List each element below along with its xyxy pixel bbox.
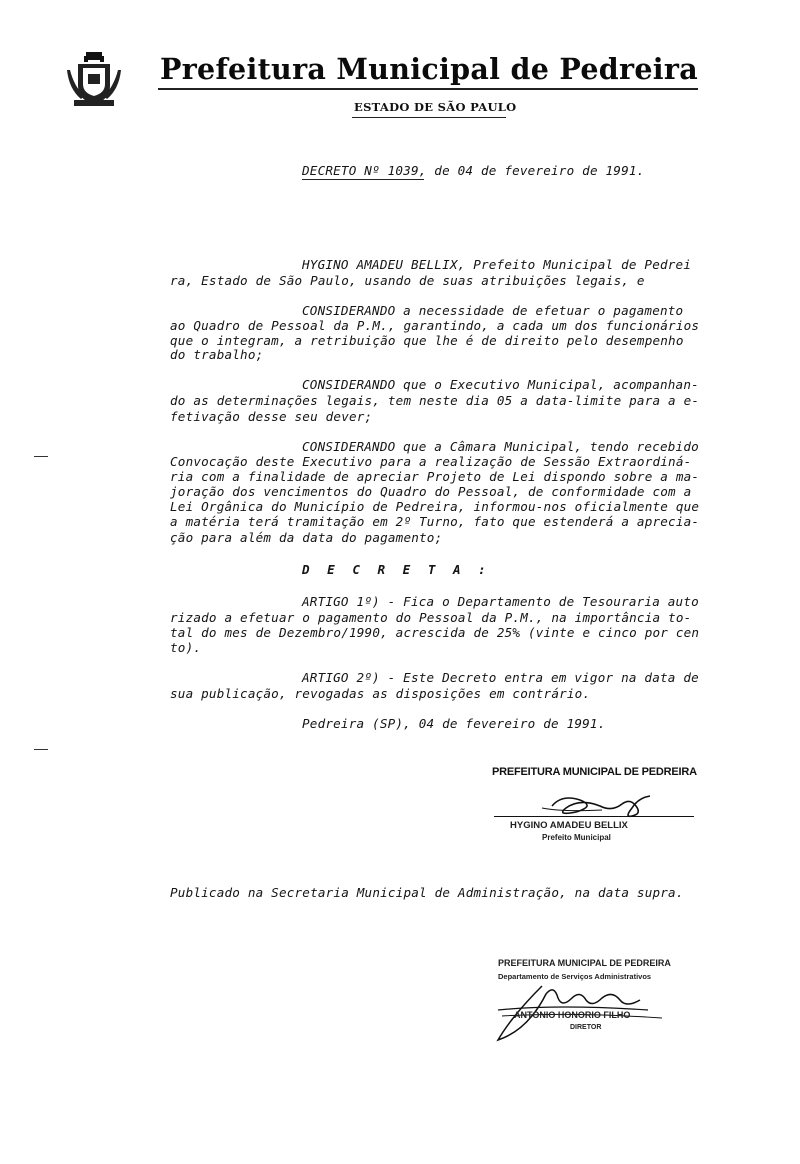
body-line: CONSIDERANDO a necessidade de efetuar o pagamento [302,303,684,318]
mayor-signature-block [492,766,702,842]
mayor-signature-line [494,816,694,817]
article-1-line: ARTIGO 1º) - Fica o Departamento de Tesouraria auto [302,594,699,609]
mayor-stamp-title: PREFEITURA MUNICIPAL DE PEDREIRA [492,766,697,778]
publication-note: Publicado na Secretaria Municipal de Administração, na data supra. [170,885,684,900]
mayor-role: Prefeito Municipal [542,833,611,842]
body-line: CONSIDERANDO que o Executivo Municipal, acompanhan- [302,377,699,392]
place-date-line: Pedreira (SP), 04 de fevereiro de 1991. [302,716,606,731]
director-name: ANTONIO HONORIO FILHO [514,1010,631,1020]
body-line: joração dos vencimentos do Quadro do Pessoal, de conformidade com a [170,484,692,499]
director-role: DIRETOR [570,1024,602,1031]
body-line: HYGINO AMADEU BELLIX, Prefeito Municipal de Pedrei [302,257,692,272]
body-line: tal do mes de Dezembro/1990, acrescida de 25% (vinte e cinco por cen [170,625,700,640]
body-line: ra, Estado de São Paulo, usando de suas atribuições legais, e [170,273,645,288]
body-line: ao Quadro de Pessoal da P.M., garantindo, a cada um dos funcionários [170,318,700,333]
decree-number-underline [302,179,424,180]
margin-mark [34,749,48,750]
mayor-name: HYGINO AMADEU BELLIX [510,820,628,831]
body-line: ria com a finalidade de apreciar Projeto de Lei dispondo sobre a ma- [170,469,700,484]
article-2-line: ARTIGO 2º) - Este Decreto entra em vigor na data de [302,670,699,685]
decree-number: DECRETO Nº 1039 [302,163,419,178]
body-line: Lei Orgânica do Município de Pedreira, informou-nos oficialmente que [170,499,700,514]
margin-mark [34,456,48,457]
body-line: ção para além da data do pagamento; [170,530,443,545]
body-line: Convocação deste Executivo para a realização de Sessão Extraordiná- [170,454,692,469]
body-line: fetivação desse seu dever; [170,409,373,424]
body-line: que o integram, a retribuição que lhe é de direito pelo desempenho [170,333,684,348]
decree-date: , de 04 de fevereiro de 1991. [418,163,645,178]
decreta-heading: D E C R E T A : [302,562,491,577]
mayor-handwritten-signature [512,788,702,824]
state-subtitle: ESTADO DE SÃO PAULO [354,100,517,114]
body-line: to). [170,640,202,655]
state-rule-divider [352,117,506,118]
body-line: rizado a efetuar o pagamento do Pessoal da P.M., na importância to- [170,610,692,625]
body-line: a matéria terá tramitação em 2º Turno, fato que estenderá a aprecia- [170,514,700,529]
director-signature-block [498,958,698,1031]
title-rule-divider [158,88,698,90]
body-line: do trabalho; [170,347,264,362]
municipal-coat-of-arms-icon [66,50,122,110]
body-line: CONSIDERANDO que a Câmara Municipal, tendo recebido [302,439,699,454]
body-line: do as determinações legais, tem neste dia 05 a data-limite para a e- [170,393,700,408]
director-stamp-title: PREFEITURA MUNICIPAL DE PEDREIRA [498,958,671,968]
director-department: Departamento de Serviços Administrativos [498,972,652,981]
body-line: sua publicação, revogadas as disposições em contrário. [170,686,591,701]
decree-heading [302,163,644,178]
page-title: Prefeitura Municipal de Pedreira [160,52,698,86]
